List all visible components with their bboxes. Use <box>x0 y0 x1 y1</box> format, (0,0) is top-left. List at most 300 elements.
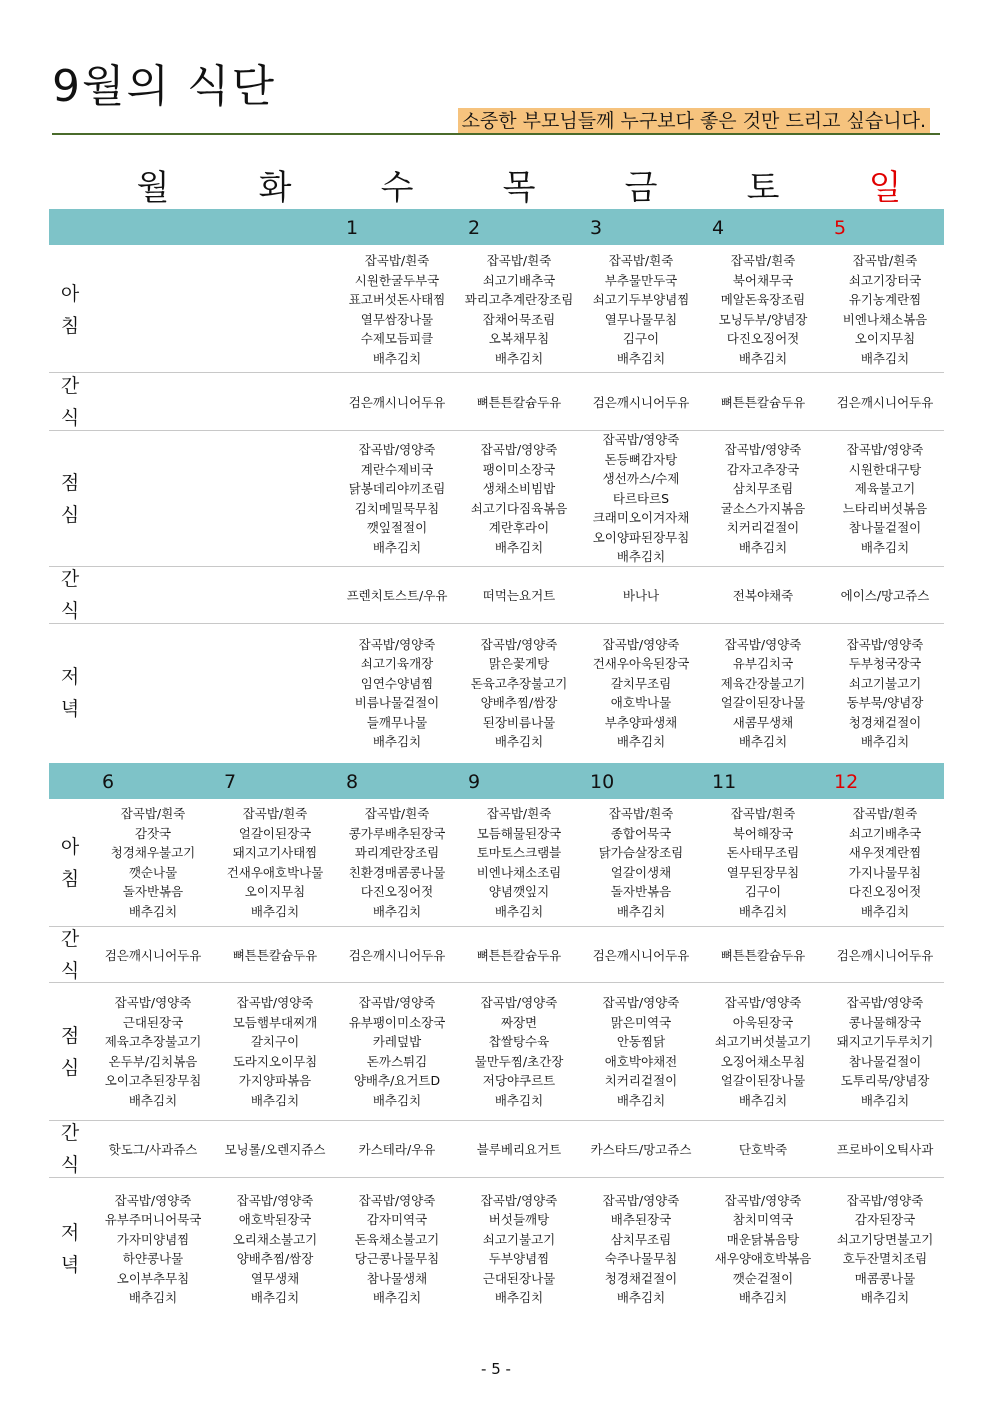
menu-item: 배추김치 <box>860 1092 910 1108</box>
menu-item: 콩나물해장국 <box>848 1014 922 1030</box>
menu-item: 꽈리계란장조림 <box>354 845 440 860</box>
menu-item: 배추김치 <box>616 734 666 749</box>
page-title: 9월의 식단 <box>52 61 276 112</box>
row-divider <box>49 566 944 567</box>
menu-item: 매콤콩나물 <box>854 1270 916 1286</box>
menu-item: 타르타르S <box>612 490 670 506</box>
menu-item: 얼갈이된장국 <box>238 825 312 841</box>
subtitle-banner: 소중한 부모님들께 누구보다 좋은 것만 드리고 싶습니다. <box>458 108 930 134</box>
row-label-snack: 간 식 <box>60 568 80 622</box>
menu-item: 돼지고기사태찜 <box>232 845 318 860</box>
menu-item: 열무나물무침 <box>604 311 678 327</box>
menu-item: 표고버섯돈사태찜 <box>348 292 446 307</box>
menu-item: 감자미역국 <box>366 1212 428 1227</box>
menu-item: 쇠고기불고기 <box>482 1231 556 1247</box>
menu-item: 참나물겉절이 <box>848 520 922 535</box>
menu-item: 쇠고기버섯불고기 <box>714 1034 812 1049</box>
menu-item: 배추김치 <box>738 1290 788 1305</box>
menu-item: 호두잔멸치조림 <box>842 1251 928 1266</box>
menu-item: 잡곡밥/영양죽 <box>846 995 924 1010</box>
menu-item: 잡곡밥/영양죽 <box>236 1192 314 1208</box>
weekday-header <box>48 160 944 208</box>
menu-item: 유기농계란찜 <box>848 292 922 307</box>
snack-item: 떠먹는요거트 <box>482 588 556 603</box>
menu-item: 오징어채소무침 <box>720 1053 806 1069</box>
menu-item: 잡곡밥/흰죽 <box>120 806 186 821</box>
menu-item: 치커리겉절이 <box>604 1073 678 1088</box>
menu-item: 돌자반볶음 <box>610 884 672 899</box>
menu-item: 맑은꽃게탕 <box>488 656 550 671</box>
menu-item: 닭가슴살장조림 <box>598 845 684 860</box>
menu-item: 감잣국 <box>134 825 172 841</box>
menu-item: 배추김치 <box>616 903 666 919</box>
row-label-breakfast: 아 침 <box>60 835 80 890</box>
menu-item: 근대된장나물 <box>482 1270 556 1286</box>
menu-item: 열무생채 <box>250 1270 300 1286</box>
menu-item: 쇠고기다짐육볶음 <box>470 500 568 516</box>
menu-item: 가지나물무침 <box>848 864 922 880</box>
breakfast-cell <box>214 804 336 921</box>
menu-item: 느타리버섯볶음 <box>842 500 928 516</box>
menu-item: 두부청국장국 <box>848 656 922 671</box>
menu-item: 모듬햄부대찌개 <box>232 1014 318 1030</box>
weekday-label: 수 <box>380 168 414 208</box>
menu-item: 잡곡밥/흰죽 <box>730 253 796 268</box>
snack-item: 검은깨시니어두유 <box>836 394 934 410</box>
menu-item: 오복채무침 <box>488 331 550 346</box>
dinner-cell <box>458 1191 580 1308</box>
menu-item: 잡곡밥/영양죽 <box>602 432 680 448</box>
menu-item: 잡곡밥/영양죽 <box>846 636 924 652</box>
menu-item: 오리채소불고기 <box>232 1231 318 1247</box>
dinner-cell <box>702 1191 824 1308</box>
lunch-cell <box>336 993 458 1110</box>
menu-item: 새콤무생채 <box>732 714 794 730</box>
menu-item: 쇠고기육개장 <box>360 656 434 671</box>
menu-item: 배추김치 <box>616 350 666 366</box>
menu-item: 잡곡밥/흰죽 <box>730 806 796 821</box>
snack-item: 검은깨시니어두유 <box>592 947 690 963</box>
menu-item: 돈육고추장불고기 <box>470 675 568 691</box>
menu-item: 오이고추된장무침 <box>104 1073 202 1088</box>
menu-item: 잡곡밥/흰죽 <box>486 806 552 821</box>
menu-item: 동부묵/양념장 <box>846 695 924 710</box>
date-number: 3 <box>590 217 603 239</box>
menu-item: 찹쌀탕수육 <box>488 1034 550 1049</box>
menu-item: 닭봉데리야끼조림 <box>348 481 446 496</box>
menu-item: 물만두찜/초간장 <box>474 1053 564 1069</box>
snack-item: 검은깨시니어두유 <box>592 394 690 410</box>
menu-item: 돈사태무조림 <box>726 845 800 860</box>
menu-item: 오이양파된장무침 <box>592 529 690 545</box>
menu-item: 잡곡밥/영양죽 <box>602 1192 680 1208</box>
menu-item: 제육불고기 <box>854 481 916 496</box>
menu-item: 잡곡밥/영양죽 <box>724 442 802 457</box>
menu-item: 배추김치 <box>616 1092 666 1108</box>
menu-item: 참나물생채 <box>366 1270 428 1286</box>
menu-item: 잡곡밥/흰죽 <box>364 806 430 821</box>
menu-item: 돈육채소불고기 <box>354 1231 440 1247</box>
menu-item: 깻순나물 <box>128 864 178 880</box>
menu-item: 양배추찜/쌈장 <box>236 1251 314 1266</box>
menu-item: 건새우애호박나물 <box>226 864 324 880</box>
breakfast-cell <box>580 251 702 368</box>
menu-item: 배추김치 <box>738 539 788 555</box>
weekday-label: 목 <box>502 168 536 208</box>
menu-item: 양배추/요거트D <box>353 1073 441 1088</box>
menu-item: 잡곡밥/흰죽 <box>242 806 308 821</box>
menu-item: 청경채우불고기 <box>110 845 196 860</box>
menu-item: 토마토스크램블 <box>476 845 562 860</box>
menu-item: 생선까스/수제 <box>602 471 680 487</box>
menu-item: 청경채겉절이 <box>848 714 922 730</box>
menu-item: 된장비름나물 <box>482 714 556 730</box>
menu-item: 돼지고기두루치기 <box>836 1034 934 1049</box>
menu-item: 배추김치 <box>128 903 178 919</box>
menu-item: 당근콩나물무침 <box>354 1251 440 1266</box>
menu-item: 잡곡밥/영양죽 <box>480 995 558 1010</box>
menu-item: 새우젓계란찜 <box>848 845 922 860</box>
date-number: 8 <box>346 771 359 793</box>
menu-item: 배추김치 <box>494 1092 544 1108</box>
menu-item: 쇠고기배추국 <box>482 272 556 288</box>
menu-item: 가자미양념찜 <box>116 1231 190 1247</box>
menu-item: 가지양파볶음 <box>238 1073 312 1088</box>
menu-item: 종합어묵국 <box>610 825 672 841</box>
date-number: 6 <box>102 771 115 793</box>
menu-item: 유부주머니어묵국 <box>104 1212 202 1227</box>
menu-item: 꽈리고추계란장조림 <box>464 292 574 307</box>
menu-item: 잡곡밥/영양죽 <box>724 1192 802 1208</box>
dinner-cell <box>702 635 824 752</box>
menu-item: 쇠고기불고기 <box>848 675 922 691</box>
menu-item: 두부양념찜 <box>488 1251 550 1266</box>
menu-item: 깻잎절절이 <box>366 520 428 535</box>
dinner-cell <box>336 635 458 752</box>
menu-item: 잡곡밥/영양죽 <box>602 995 680 1010</box>
menu-item: 잡곡밥/흰죽 <box>608 806 674 821</box>
snack-item: 검은깨시니어두유 <box>104 947 202 963</box>
weekday-label: 화 <box>258 168 292 208</box>
menu-item: 잡곡밥/영양죽 <box>724 995 802 1010</box>
menu-item: 김구이 <box>744 884 782 899</box>
menu-item: 얼갈이된장나물 <box>720 695 806 710</box>
menu-item: 오이부추무침 <box>116 1270 190 1286</box>
menu-item: 김치메밀묵무침 <box>354 500 440 516</box>
title-rule <box>52 133 940 135</box>
snack-item: 핫도그/사과쥬스 <box>108 1142 198 1157</box>
menu-item: 배추김치 <box>372 1290 422 1305</box>
menu-item: 새우양애호박볶음 <box>714 1251 812 1266</box>
menu-item: 저당야쿠르트 <box>482 1073 556 1088</box>
breakfast-cell <box>580 804 702 921</box>
breakfast-cell <box>824 804 946 921</box>
menu-item: 짜장면 <box>500 1014 538 1030</box>
row-label-breakfast: 아 침 <box>60 282 80 337</box>
date-number: 2 <box>468 217 481 239</box>
menu-item: 부추물만두국 <box>604 272 678 288</box>
menu-item: 근대된장국 <box>122 1014 184 1030</box>
snack-item: 모닝롤/오렌지쥬스 <box>224 1142 326 1157</box>
page-number: - 5 - <box>481 1360 511 1378</box>
menu-item: 잡곡밥/영양죽 <box>602 636 680 652</box>
row-label-dinner: 저 녁 <box>60 1222 80 1276</box>
menu-item: 배추김치 <box>616 1290 666 1305</box>
breakfast-cell <box>458 804 580 921</box>
menu-item: 참나물겉절이 <box>848 1053 922 1069</box>
dinner-cell <box>458 635 580 752</box>
menu-item: 배추김치 <box>372 350 422 366</box>
menu-item: 매운닭볶음탕 <box>726 1231 800 1247</box>
menu-item: 갈치무조림 <box>610 675 672 691</box>
date-number: 4 <box>712 217 725 239</box>
menu-item: 팽이미소장국 <box>482 461 556 477</box>
menu-item: 잡곡밥/흰죽 <box>852 806 918 821</box>
menu-item: 숙주나물무침 <box>604 1251 678 1266</box>
menu-item: 북어채무국 <box>732 272 794 288</box>
menu-item: 배추김치 <box>738 350 788 366</box>
menu-item: 모듬해물된장국 <box>476 825 562 841</box>
menu-item: 메알돈육장조림 <box>720 292 806 307</box>
menu-item: 하얀콩나물 <box>122 1251 184 1266</box>
menu-item: 크래미오이겨자채 <box>592 510 690 526</box>
snack-item: 뼈튼튼칼슘두유 <box>232 947 318 963</box>
menu-item: 유부김치국 <box>732 656 794 671</box>
weekday-label: 토 <box>746 168 780 208</box>
lunch-cell <box>458 440 580 557</box>
row-divider <box>49 926 944 927</box>
menu-item: 배추김치 <box>372 903 422 919</box>
snack-item: 단호박죽 <box>738 1142 788 1157</box>
menu-item: 애호박나물 <box>610 695 672 710</box>
lunch-cell <box>824 440 946 557</box>
menu-item: 오이지무침 <box>244 884 306 899</box>
row-label-snack: 간 식 <box>60 1122 80 1176</box>
menu-item: 배추김치 <box>860 734 910 749</box>
row-label-dinner: 저 녁 <box>60 666 80 720</box>
menu-item: 카레덮밥 <box>372 1034 422 1049</box>
snack-item: 검은깨시니어두유 <box>836 947 934 963</box>
menu-item: 돌자반볶음 <box>122 884 184 899</box>
menu-item: 시원한굴두부국 <box>354 272 440 288</box>
menu-item: 잡곡밥/흰죽 <box>486 253 552 268</box>
menu-item: 돈등뼈감자탕 <box>604 451 678 467</box>
menu-item: 제육고추장불고기 <box>104 1034 202 1049</box>
row-label-snack: 간 식 <box>60 927 80 982</box>
menu-item: 잡채어묵조림 <box>482 311 556 327</box>
menu-item: 양배추찜/쌈장 <box>480 695 558 710</box>
lunch-cell <box>702 993 824 1110</box>
menu-item: 배추김치 <box>494 539 544 555</box>
menu-item: 배추김치 <box>372 734 422 749</box>
menu-item: 배추김치 <box>738 1092 788 1108</box>
menu-item: 모닝두부/양념장 <box>718 311 808 327</box>
menu-item: 배추김치 <box>372 539 422 555</box>
weekday-label: 금 <box>624 168 658 208</box>
menu-item: 감자고추장국 <box>726 461 800 477</box>
menu-item: 얼갈이생채 <box>610 864 672 880</box>
week-date-band <box>49 763 944 799</box>
menu-item: 잡곡밥/영양죽 <box>236 995 314 1010</box>
menu-item: 잡곡밥/흰죽 <box>608 253 674 268</box>
row-label-lunch: 점 심 <box>60 1024 80 1079</box>
row-divider <box>49 1120 944 1121</box>
menu-item: 배추김치 <box>250 903 300 919</box>
dinner-cell <box>580 635 702 752</box>
menu-item: 북어해장국 <box>732 825 794 841</box>
menu-item: 배추김치 <box>616 549 666 565</box>
menu-item: 잡곡밥/영양죽 <box>846 442 924 457</box>
menu-item: 잡곡밥/영양죽 <box>114 995 192 1010</box>
snack-item: 전복야채죽 <box>732 588 794 603</box>
menu-item: 다진오징어젓 <box>726 331 800 346</box>
breakfast-cell <box>336 804 458 921</box>
snack-item: 프로바이오틱사과 <box>836 1142 934 1157</box>
menu-item: 시원한대구탕 <box>848 461 922 477</box>
menu-item: 배추김치 <box>494 1290 544 1305</box>
menu-item: 배추된장국 <box>610 1212 672 1227</box>
row-divider <box>49 430 944 431</box>
menu-item: 배추김치 <box>494 903 544 919</box>
menu-item: 임연수양념찜 <box>360 675 434 691</box>
lunch-cell <box>214 993 336 1110</box>
row-divider <box>49 982 944 983</box>
menu-item: 배추김치 <box>128 1092 178 1108</box>
breakfast-cell <box>336 251 458 368</box>
menu-item: 잡곡밥/흰죽 <box>364 253 430 268</box>
menu-item: 치커리겉절이 <box>726 520 800 535</box>
menu-item: 열무쌈장나물 <box>360 311 434 327</box>
menu-item: 잡곡밥/영양죽 <box>846 1192 924 1208</box>
snack-item: 블루베리요거트 <box>476 1142 562 1157</box>
menu-item: 계란수제비국 <box>360 461 434 477</box>
date-number: 12 <box>834 771 859 793</box>
snack-item: 카스테라/우유 <box>358 1142 436 1157</box>
lunch-cell <box>580 993 702 1110</box>
menu-item: 유부팽이미소장국 <box>348 1014 446 1030</box>
snack-item: 에이스/망고쥬스 <box>840 588 930 603</box>
menu-item: 배추김치 <box>494 350 544 366</box>
menu-item: 안동찜닭 <box>616 1034 666 1049</box>
menu-item: 배추김치 <box>860 539 910 555</box>
menu-item: 잡곡밥/흰죽 <box>852 253 918 268</box>
menu-item: 배추김치 <box>860 903 910 919</box>
dinner-cell <box>214 1191 336 1308</box>
menu-item: 잡곡밥/영양죽 <box>358 636 436 652</box>
date-number: 9 <box>468 771 481 793</box>
menu-item: 애호박된장국 <box>238 1212 312 1227</box>
menu-item: 배추김치 <box>860 350 910 366</box>
menu-item: 다진오징어젓 <box>848 884 922 899</box>
menu-item: 친환경매콤콩나물 <box>348 864 446 880</box>
menu-item: 비름나물겉절이 <box>354 695 440 710</box>
breakfast-cell <box>702 251 824 368</box>
snack-item: 바나나 <box>622 588 660 603</box>
menu-item: 잡곡밥/영양죽 <box>358 442 436 457</box>
menu-item: 콩가루배추된장국 <box>348 825 446 841</box>
lunch-cell <box>702 440 824 557</box>
menu-item: 비엔나채소조림 <box>476 864 562 880</box>
menu-item: 맑은미역국 <box>610 1014 672 1030</box>
snack-item: 뼈튼튼칼슘두유 <box>476 947 562 963</box>
row-divider <box>49 1177 944 1178</box>
menu-item: 배추김치 <box>738 734 788 749</box>
dinner-cell <box>824 1191 946 1308</box>
menu-item: 배추김치 <box>250 1290 300 1305</box>
menu-item: 배추김치 <box>128 1290 178 1305</box>
weekday-label: 월 <box>136 168 170 208</box>
menu-item: 갈치구이 <box>250 1034 300 1049</box>
menu-item: 감자된장국 <box>854 1212 916 1227</box>
menu-item: 생채소비빔밥 <box>482 481 556 496</box>
menu-item: 비엔나채소볶음 <box>842 311 928 327</box>
menu-item: 삼치무조림 <box>732 481 794 496</box>
menu-item: 잡곡밥/영양죽 <box>358 995 436 1010</box>
menu-item: 삼치무조림 <box>610 1231 672 1247</box>
menu-item: 계란후라이 <box>488 520 550 535</box>
row-label-snack: 간 식 <box>60 374 80 429</box>
row-divider <box>49 623 944 624</box>
menu-item: 배추김치 <box>494 734 544 749</box>
date-number: 10 <box>590 771 615 793</box>
dinner-cell <box>824 635 946 752</box>
menu-item: 돈까스튀김 <box>366 1053 428 1069</box>
snack-item: 검은깨시니어두유 <box>348 947 446 963</box>
menu-item: 건새우아욱된장국 <box>592 656 690 671</box>
menu-item: 참치미역국 <box>732 1212 794 1227</box>
breakfast-cell <box>92 804 214 921</box>
menu-item: 굴소스가지볶음 <box>720 500 806 516</box>
snack-item: 카스타드/망고쥬스 <box>590 1142 692 1157</box>
menu-item: 잡곡밥/영양죽 <box>480 636 558 652</box>
date-number: 7 <box>224 771 237 793</box>
menu-item: 제육간장불고기 <box>720 675 806 691</box>
menu-item: 쇠고기배추국 <box>848 825 922 841</box>
menu-item: 깻순겉절이 <box>732 1270 794 1286</box>
menu-item: 배추김치 <box>738 903 788 919</box>
breakfast-cell <box>824 251 946 368</box>
snack-item: 뼈튼튼칼슘두유 <box>720 947 806 963</box>
menu-item: 쇠고기두부양념찜 <box>592 292 690 307</box>
week-date-band <box>49 209 944 245</box>
row-divider <box>49 372 944 373</box>
date-number: 11 <box>712 771 737 793</box>
menu-item: 양념깻잎지 <box>488 884 550 899</box>
menu-item: 열무된장무침 <box>726 864 800 880</box>
menu-item: 쇠고기장터국 <box>848 272 922 288</box>
snack-item: 뼈튼튼칼슘두유 <box>720 394 806 410</box>
date-number: 5 <box>834 217 847 239</box>
menu-item: 청경채겉절이 <box>604 1270 678 1286</box>
snack-item: 프렌치토스트/우유 <box>346 588 448 603</box>
menu-item: 도라지오이무침 <box>232 1053 318 1069</box>
lunch-cell <box>824 993 946 1110</box>
dinner-cell <box>580 1191 702 1308</box>
menu-item: 잡곡밥/영양죽 <box>358 1192 436 1208</box>
menu-item: 애호박야채전 <box>604 1053 678 1069</box>
dinner-cell <box>336 1191 458 1308</box>
menu-item: 배추김치 <box>860 1290 910 1305</box>
menu-item: 얼갈이된장나물 <box>720 1073 806 1088</box>
menu-item: 잡곡밥/영양죽 <box>114 1192 192 1208</box>
snack-item: 뼈튼튼칼슘두유 <box>476 394 562 410</box>
menu-item: 온두부/김치볶음 <box>108 1053 198 1069</box>
menu-item: 오이지무침 <box>854 331 916 346</box>
menu-item: 쇠고기당면불고기 <box>836 1231 934 1247</box>
menu-item: 다진오징어젓 <box>360 884 434 899</box>
date-number: 1 <box>346 217 359 239</box>
lunch-cell <box>92 993 214 1110</box>
